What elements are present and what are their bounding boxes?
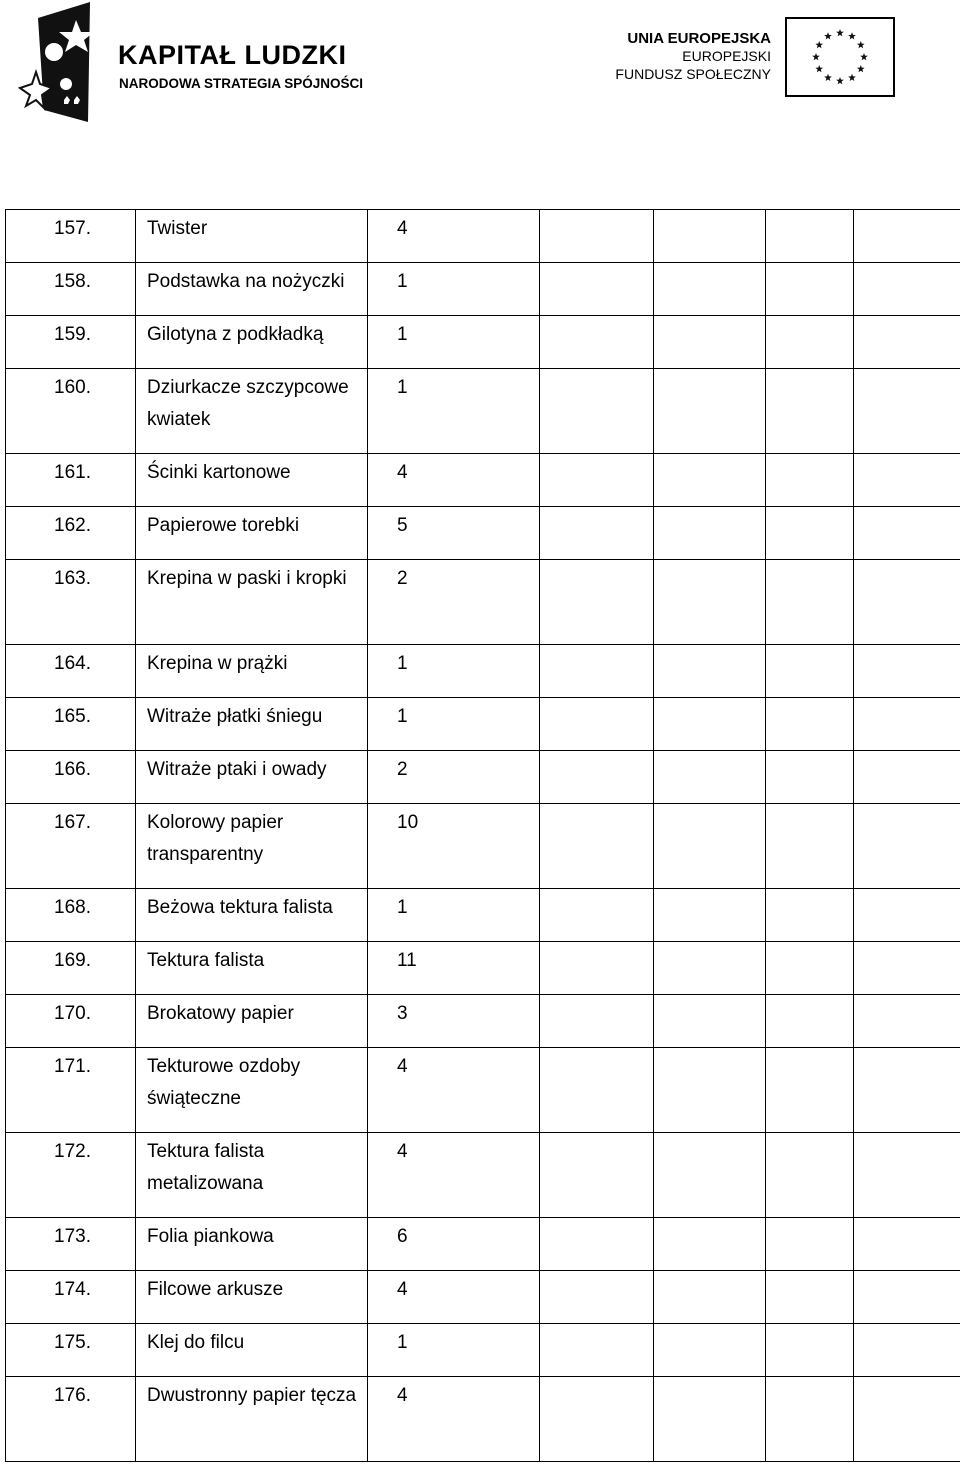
eu-star-icon — [836, 29, 844, 36]
eu-star-icon — [848, 74, 856, 81]
logo-subtitle: NARODOWA STRATEGIA SPÓJNOŚCI — [119, 76, 364, 91]
item-quantity: 1 — [368, 316, 540, 369]
empty-cell — [654, 1324, 766, 1377]
item-name: Witraże płatki śniegu — [136, 698, 368, 751]
item-number: 169. — [6, 942, 136, 995]
item-name: Twister — [136, 210, 368, 263]
empty-cell — [766, 698, 854, 751]
item-name: Folia piankowa — [136, 1218, 368, 1271]
item-number: 168. — [6, 889, 136, 942]
empty-cell — [654, 369, 766, 454]
empty-cell — [654, 210, 766, 263]
empty-cell — [540, 645, 654, 698]
empty-cell — [766, 369, 854, 454]
empty-cell — [654, 454, 766, 507]
item-number: 171. — [6, 1048, 136, 1133]
table-row — [6, 369, 960, 454]
table-row — [6, 645, 960, 698]
empty-cell — [854, 1271, 960, 1324]
empty-cell — [540, 1133, 654, 1218]
item-name: Kolorowy papier transparentny — [136, 804, 368, 889]
empty-cell — [540, 263, 654, 316]
table-row — [6, 210, 960, 263]
item-number: 166. — [6, 751, 136, 804]
empty-cell — [540, 210, 654, 263]
item-quantity: 1 — [368, 263, 540, 316]
empty-cell — [766, 316, 854, 369]
item-number: 160. — [6, 369, 136, 454]
item-number: 165. — [6, 698, 136, 751]
empty-cell — [654, 1048, 766, 1133]
empty-cell — [854, 645, 960, 698]
eu-line-1: UNIA EUROPEJSKA — [627, 30, 771, 47]
table-row — [6, 751, 960, 804]
empty-cell — [540, 1377, 654, 1462]
empty-cell — [766, 751, 854, 804]
eu-star-icon — [848, 32, 856, 39]
table-row — [6, 889, 960, 942]
eu-stars-icon — [787, 19, 893, 95]
empty-cell — [766, 210, 854, 263]
item-quantity: 11 — [368, 942, 540, 995]
empty-cell — [654, 1218, 766, 1271]
item-quantity: 5 — [368, 507, 540, 560]
item-name: Brokatowy papier — [136, 995, 368, 1048]
item-number: 172. — [6, 1133, 136, 1218]
empty-cell — [766, 645, 854, 698]
table-row — [6, 316, 960, 369]
item-quantity: 3 — [368, 995, 540, 1048]
item-number: 167. — [6, 804, 136, 889]
item-name: Gilotyna z podkładką — [136, 316, 368, 369]
kapital-ludzki-logo — [18, 0, 398, 124]
empty-cell — [766, 1133, 854, 1218]
eu-star-icon — [812, 53, 820, 60]
item-number: 176. — [6, 1377, 136, 1462]
empty-cell — [854, 210, 960, 263]
empty-cell — [766, 942, 854, 995]
empty-cell — [854, 454, 960, 507]
table-row — [6, 1133, 960, 1218]
empty-cell — [854, 698, 960, 751]
empty-cell — [654, 889, 766, 942]
item-number: 158. — [6, 263, 136, 316]
empty-cell — [766, 1048, 854, 1133]
item-quantity: 1 — [368, 645, 540, 698]
eu-star-icon — [860, 53, 868, 60]
empty-cell — [654, 316, 766, 369]
table-row — [6, 454, 960, 507]
table-row — [6, 1377, 960, 1462]
item-quantity: 1 — [368, 369, 540, 454]
item-name: Tekturowe ozdoby świąteczne — [136, 1048, 368, 1133]
item-quantity: 10 — [368, 804, 540, 889]
logo-title: KAPITAŁ LUDZKI — [118, 40, 347, 70]
item-quantity: 4 — [368, 1048, 540, 1133]
item-number: 157. — [6, 210, 136, 263]
item-quantity: 2 — [368, 560, 540, 645]
item-number: 174. — [6, 1271, 136, 1324]
item-number: 159. — [6, 316, 136, 369]
empty-cell — [854, 1048, 960, 1133]
table-row — [6, 698, 960, 751]
empty-cell — [654, 645, 766, 698]
empty-cell — [766, 995, 854, 1048]
empty-cell — [766, 1271, 854, 1324]
item-name: Podstawka na nożyczki — [136, 263, 368, 316]
empty-cell — [654, 698, 766, 751]
table-row — [6, 263, 960, 316]
eu-star-icon — [857, 65, 865, 72]
item-number: 163. — [6, 560, 136, 645]
empty-cell — [540, 995, 654, 1048]
table-row — [6, 804, 960, 889]
eu-star-icon — [824, 32, 832, 39]
empty-cell — [540, 369, 654, 454]
empty-cell — [654, 995, 766, 1048]
empty-cell — [854, 369, 960, 454]
empty-cell — [654, 263, 766, 316]
table-row — [6, 1324, 960, 1377]
item-name: Tektura falista — [136, 942, 368, 995]
empty-cell — [540, 1048, 654, 1133]
item-quantity: 1 — [368, 889, 540, 942]
eu-line-2: EUROPEJSKI — [682, 48, 771, 64]
item-quantity: 4 — [368, 1133, 540, 1218]
item-number: 170. — [6, 995, 136, 1048]
empty-cell — [854, 804, 960, 889]
empty-cell — [854, 507, 960, 560]
empty-cell — [654, 507, 766, 560]
table-row — [6, 507, 960, 560]
item-quantity: 6 — [368, 1218, 540, 1271]
empty-cell — [854, 1324, 960, 1377]
empty-cell — [854, 1133, 960, 1218]
item-quantity: 2 — [368, 751, 540, 804]
empty-cell — [540, 454, 654, 507]
item-number: 175. — [6, 1324, 136, 1377]
item-name: Beżowa tektura falista — [136, 889, 368, 942]
empty-cell — [654, 1377, 766, 1462]
empty-cell — [854, 751, 960, 804]
item-name: Filcowe arkusze — [136, 1271, 368, 1324]
eu-star-icon — [815, 41, 823, 48]
item-number: 173. — [6, 1218, 136, 1271]
empty-cell — [766, 1377, 854, 1462]
empty-cell — [654, 560, 766, 645]
eu-star-icon — [836, 77, 844, 84]
empty-cell — [540, 1324, 654, 1377]
item-quantity: 4 — [368, 1377, 540, 1462]
empty-cell — [540, 942, 654, 995]
empty-cell — [540, 804, 654, 889]
empty-cell — [854, 889, 960, 942]
empty-cell — [854, 995, 960, 1048]
item-number: 162. — [6, 507, 136, 560]
empty-cell — [766, 1324, 854, 1377]
table-row — [6, 560, 960, 645]
empty-cell — [854, 1218, 960, 1271]
item-name: Papierowe torebki — [136, 507, 368, 560]
empty-cell — [766, 507, 854, 560]
items-table — [5, 209, 960, 1462]
item-name: Krepina w prążki — [136, 645, 368, 698]
empty-cell — [654, 1133, 766, 1218]
item-quantity: 4 — [368, 1271, 540, 1324]
empty-cell — [766, 1218, 854, 1271]
empty-cell — [654, 1271, 766, 1324]
empty-cell — [654, 942, 766, 995]
table-row — [6, 942, 960, 995]
page-header — [0, 0, 960, 150]
table-row — [6, 1271, 960, 1324]
eu-star-icon — [815, 65, 823, 72]
eu-flag — [785, 17, 895, 97]
item-name: Dwustronny papier tęcza — [136, 1377, 368, 1462]
empty-cell — [540, 751, 654, 804]
eu-logo — [615, 14, 905, 100]
empty-cell — [766, 454, 854, 507]
empty-cell — [854, 1377, 960, 1462]
table-row — [6, 1218, 960, 1271]
eu-star-icon — [857, 41, 865, 48]
empty-cell — [854, 560, 960, 645]
item-name: Witraże ptaki i owady — [136, 751, 368, 804]
table-row — [6, 995, 960, 1048]
empty-cell — [540, 698, 654, 751]
empty-cell — [540, 507, 654, 560]
empty-cell — [654, 751, 766, 804]
empty-cell — [854, 942, 960, 995]
empty-cell — [766, 560, 854, 645]
item-name: Klej do filcu — [136, 1324, 368, 1377]
empty-cell — [854, 316, 960, 369]
empty-cell — [540, 1218, 654, 1271]
item-quantity: 4 — [368, 210, 540, 263]
empty-cell — [540, 316, 654, 369]
empty-cell — [766, 263, 854, 316]
empty-cell — [854, 263, 960, 316]
eu-line-3: FUNDUSZ SPOŁECZNY — [615, 66, 771, 82]
empty-cell — [540, 560, 654, 645]
kapital-ludzki-emblem-icon — [18, 0, 118, 124]
item-name: Tektura falista metalizowana — [136, 1133, 368, 1218]
empty-cell — [766, 804, 854, 889]
table-row — [6, 1048, 960, 1133]
empty-cell — [540, 889, 654, 942]
item-quantity: 4 — [368, 454, 540, 507]
item-quantity: 1 — [368, 698, 540, 751]
item-name: Krepina w paski i kropki — [136, 560, 368, 645]
eu-star-icon — [824, 74, 832, 81]
empty-cell — [654, 804, 766, 889]
empty-cell — [766, 889, 854, 942]
item-quantity: 1 — [368, 1324, 540, 1377]
item-number: 164. — [6, 645, 136, 698]
empty-cell — [540, 1271, 654, 1324]
item-name: Dziurkacze szczypcowe kwiatek — [136, 369, 368, 454]
item-name: Ścinki kartonowe — [136, 454, 368, 507]
item-number: 161. — [6, 454, 136, 507]
